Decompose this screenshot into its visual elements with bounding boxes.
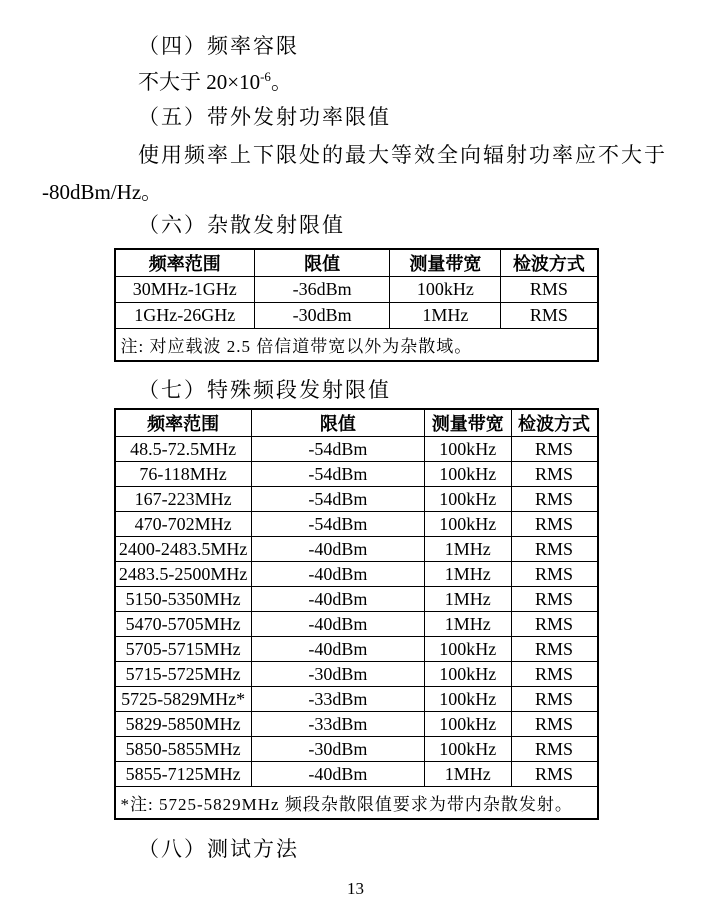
table-cell: 5855-7125MHz: [115, 762, 252, 787]
table-row: [115, 537, 598, 562]
column-header: 检波方式: [511, 409, 597, 437]
table-cell: 2483.5-2500MHz: [115, 562, 252, 587]
table-cell: 5150-5350MHz: [115, 587, 252, 612]
table-cell: 100kHz: [425, 487, 511, 512]
column-header: 频率范围: [115, 249, 255, 277]
table-cell: -40dBm: [251, 612, 424, 637]
section-heading-test-method: （八）测试方法: [138, 837, 299, 861]
table-cell: -40dBm: [251, 537, 424, 562]
table-cell: -54dBm: [251, 487, 424, 512]
table-cell: 48.5-72.5MHz: [115, 437, 252, 462]
page-number: 13: [347, 879, 364, 898]
table-cell: RMS: [511, 437, 597, 462]
table-cell: -40dBm: [251, 637, 424, 662]
table-cell: RMS: [511, 737, 597, 762]
table-cell: -30dBm: [251, 737, 424, 762]
table-row: [115, 512, 598, 537]
table-cell: 100kHz: [425, 437, 511, 462]
table-header-row: [115, 249, 598, 277]
table-header-row: [115, 409, 598, 437]
table-row: [115, 637, 598, 662]
table-cell: RMS: [511, 562, 597, 587]
table-row: [115, 762, 598, 787]
table-cell: 1MHz: [425, 762, 511, 787]
table-cell: -54dBm: [251, 462, 424, 487]
table-row: [115, 303, 598, 329]
table-note: 注: 对应载波 2.5 倍信道带宽以外为杂散域。: [115, 329, 598, 362]
section-heading-frequency-tolerance: （四）频率容限: [138, 34, 299, 58]
table-cell: 5715-5725MHz: [115, 662, 252, 687]
table-cell: -40dBm: [251, 562, 424, 587]
table-cell: RMS: [511, 662, 597, 687]
table-cell: 100kHz: [425, 512, 511, 537]
table-cell: RMS: [511, 637, 597, 662]
table-cell: RMS: [511, 687, 597, 712]
table-row: [115, 487, 598, 512]
table-cell: 5705-5715MHz: [115, 637, 252, 662]
table-note: *注: 5725-5829MHz 频段杂散限值要求为带内杂散发射。: [115, 787, 598, 820]
table-cell: -36dBm: [255, 277, 390, 303]
table-cell: 100kHz: [425, 637, 511, 662]
table-cell: -54dBm: [251, 512, 424, 537]
column-header: 测量带宽: [425, 409, 511, 437]
table-cell: RMS: [511, 462, 597, 487]
table-row: [115, 562, 598, 587]
table-row: [115, 712, 598, 737]
table-cell: 100kHz: [425, 662, 511, 687]
table-cell: 100kHz: [390, 277, 501, 303]
table-body: [115, 437, 598, 787]
tolerance-value-period: 。: [270, 70, 292, 94]
table-cell: 1MHz: [390, 303, 501, 329]
table-cell: 1GHz-26GHz: [115, 303, 255, 329]
table-cell: RMS: [511, 487, 597, 512]
table-cell: 76-118MHz: [115, 462, 252, 487]
table-cell: 5725-5829MHz*: [115, 687, 252, 712]
table-note-row: [115, 329, 598, 362]
table-cell: -33dBm: [251, 687, 424, 712]
table-row: [115, 277, 598, 303]
table-cell: -54dBm: [251, 437, 424, 462]
table-cell: RMS: [501, 303, 598, 329]
table-row: [115, 737, 598, 762]
tolerance-value-base: 不大于 20×10: [138, 70, 261, 94]
table-cell: -40dBm: [251, 762, 424, 787]
table-cell: RMS: [511, 712, 597, 737]
table-cell: 5829-5850MHz: [115, 712, 252, 737]
special-band-emission-table: [114, 408, 599, 820]
column-header: 检波方式: [501, 249, 598, 277]
oob-power-text-line-2: -80dBm/Hz。: [42, 180, 163, 204]
table-row: [115, 612, 598, 637]
oob-power-text-line-1: 使用频率上下限处的最大等效全向辐射功率应不大于: [138, 143, 667, 167]
table-cell: 100kHz: [425, 687, 511, 712]
table-cell: 1MHz: [425, 562, 511, 587]
table-cell: RMS: [511, 587, 597, 612]
table-row: [115, 587, 598, 612]
table-row: [115, 662, 598, 687]
table-row: [115, 687, 598, 712]
table-cell: -40dBm: [251, 587, 424, 612]
table-cell: 1MHz: [425, 537, 511, 562]
table-row: [115, 462, 598, 487]
table-cell: 100kHz: [425, 462, 511, 487]
spurious-emission-table: [114, 248, 599, 362]
table-cell: -30dBm: [251, 662, 424, 687]
table-cell: 100kHz: [425, 712, 511, 737]
table-row: [115, 437, 598, 462]
table-note-row: [115, 787, 598, 820]
table-cell: 30MHz-1GHz: [115, 277, 255, 303]
table-cell: 5470-5705MHz: [115, 612, 252, 637]
table-cell: 167-223MHz: [115, 487, 252, 512]
table-cell: 470-702MHz: [115, 512, 252, 537]
column-header: 限值: [255, 249, 390, 277]
table-cell: 100kHz: [425, 737, 511, 762]
frequency-tolerance-value: [42, 70, 670, 94]
table-cell: RMS: [501, 277, 598, 303]
table-cell: RMS: [511, 612, 597, 637]
table-cell: -33dBm: [251, 712, 424, 737]
section-heading-spurious-emission: （六）杂散发射限值: [138, 213, 345, 237]
table-cell: 1MHz: [425, 587, 511, 612]
tolerance-exponent: -6: [260, 69, 271, 84]
table-cell: -30dBm: [255, 303, 390, 329]
table-cell: RMS: [511, 512, 597, 537]
column-header: 限值: [251, 409, 424, 437]
table-cell: 5850-5855MHz: [115, 737, 252, 762]
section-heading-special-band-emission: （七）特殊频段发射限值: [138, 378, 391, 402]
table-cell: RMS: [511, 762, 597, 787]
table-cell: 1MHz: [425, 612, 511, 637]
column-header: 测量带宽: [390, 249, 501, 277]
column-header: 频率范围: [115, 409, 252, 437]
table-cell: RMS: [511, 537, 597, 562]
table-body: [115, 277, 598, 329]
section-heading-oob-emission-power: （五）带外发射功率限值: [138, 105, 391, 129]
table-cell: 2400-2483.5MHz: [115, 537, 252, 562]
